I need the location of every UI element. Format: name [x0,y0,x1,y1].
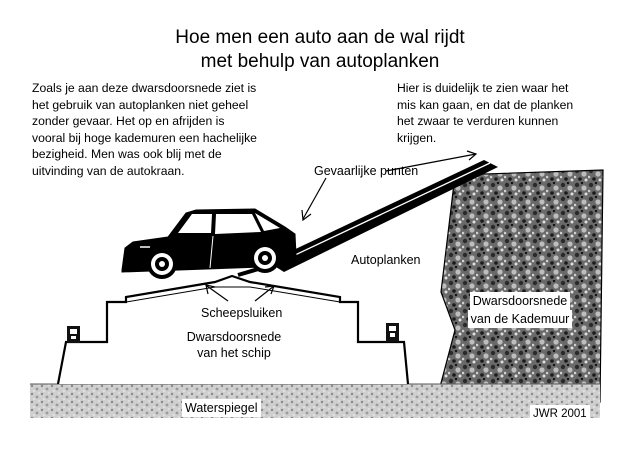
label-quay-section [464,292,576,328]
label-danger-points: Gevaarlijke punten [314,164,419,178]
label-credit: JWR 2001 [530,405,590,423]
title-line-2: met behulp van autoplanken [200,51,440,72]
right-paragraph: Hier is duidelijk te zien waar het mis kan gaan, en dat de planken het zwaar te verduren kunnen krijgen. [397,81,574,145]
left-paragraph: Zoals je aan deze dwarsdoorsnede ziet is het gebruik van autoplanken niet geheel zonder gevaar. Het op en afrijden is vooral bij hoge kademuren een hachelijke bezigheid. Men was ook blij met de uitvinding van de autokraan. [32,81,257,178]
bollard-right-icon [386,323,399,342]
car-icon [122,209,296,279]
quay-wall [436,170,603,402]
label-hatches: Scheepsluiken [201,306,283,320]
label-ship-section-line-2: van het schip [197,346,271,360]
label-ship-section-line-1: Dwarsdoorsnede [186,330,282,344]
label-water: Waterspiegel [182,399,261,417]
label-planks: Autoplanken [351,253,421,267]
label-quay-section-line-1: Dwarsdoorsnede [470,292,571,310]
label-quay-section-line-2: van de Kademuur [468,310,573,328]
title-line-1: Hoe men een auto aan de wal rijdt [175,27,465,48]
bollard-left-icon [67,326,80,343]
water-surface [30,384,600,418]
label-ship-section [182,329,286,361]
